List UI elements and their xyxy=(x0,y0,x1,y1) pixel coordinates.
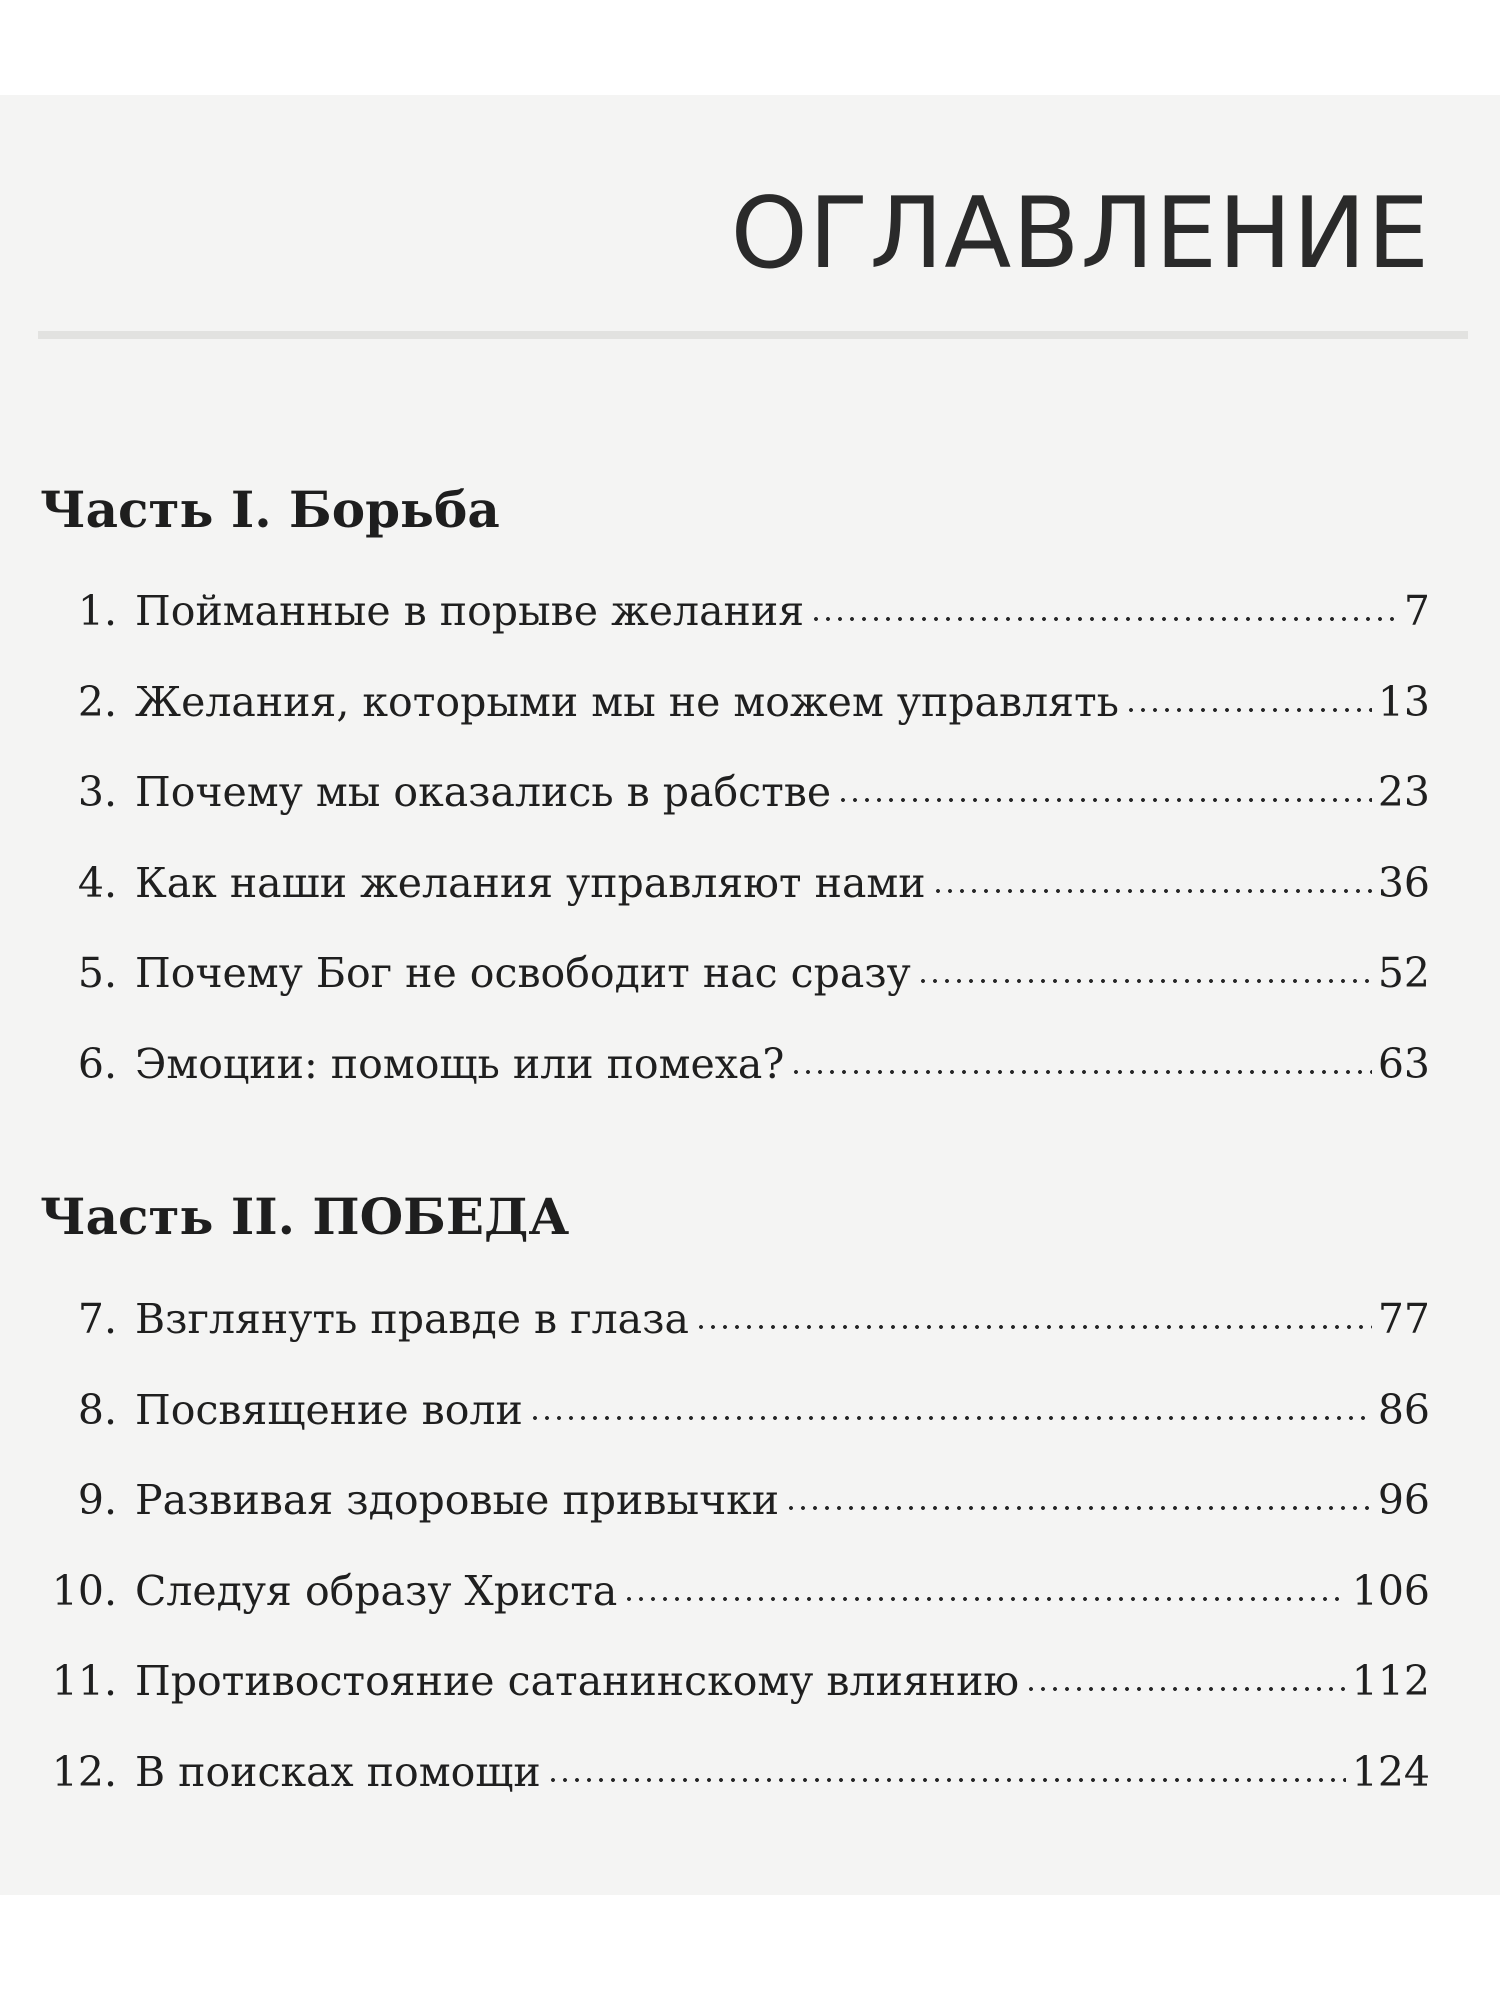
toc-entry xyxy=(40,859,1430,950)
entry-page: 77 xyxy=(1377,1295,1430,1343)
dot-leader xyxy=(1125,708,1372,712)
entry-number: 8. xyxy=(77,1385,117,1434)
dot-leader xyxy=(529,1416,1372,1420)
entry-title: В поисках помощи xyxy=(135,1747,541,1796)
entry-page: 13 xyxy=(1377,677,1430,726)
dot-leader xyxy=(932,889,1372,893)
entry-number: 5. xyxy=(77,949,117,997)
dot-leader xyxy=(547,1778,1346,1782)
entry-number: 6. xyxy=(77,1039,117,1088)
entry-page: 7 xyxy=(1403,587,1430,635)
entry-number: 2. xyxy=(77,677,117,726)
toc-entry xyxy=(40,678,1430,769)
entry-number: 3. xyxy=(77,768,117,816)
entry-title: Эмоции: помощь или помеха? xyxy=(135,1039,785,1088)
entry-title: Как наши желания управляют нами xyxy=(135,858,926,907)
show-through-rule xyxy=(38,331,1468,339)
part-1-entries xyxy=(40,587,1430,1130)
entry-title: Почему Бог не освободит нас сразу xyxy=(135,949,911,997)
dot-leader xyxy=(810,617,1398,621)
toc-entry xyxy=(40,1567,1430,1658)
entry-number: 7. xyxy=(77,1295,117,1343)
toc-entry xyxy=(40,1386,1430,1477)
entry-title: Почему мы оказались в рабстве xyxy=(135,768,832,816)
dot-leader xyxy=(785,1506,1372,1510)
entry-title: Следуя образу Христа xyxy=(135,1566,618,1615)
toc-entry xyxy=(40,1476,1430,1567)
entry-number: 10. xyxy=(51,1566,117,1615)
dot-leader xyxy=(917,979,1372,983)
toc-entry xyxy=(40,1657,1430,1748)
part-2-entries xyxy=(40,1295,1430,1838)
entry-page: 63 xyxy=(1377,1039,1430,1088)
entry-number: 11. xyxy=(51,1657,117,1705)
entry-title: Желания, которыми мы не можем управлять xyxy=(135,677,1119,726)
page-title: ОГЛАВЛЕНИЕ xyxy=(730,177,1430,291)
toc-entry xyxy=(40,1295,1430,1386)
dot-leader xyxy=(837,798,1372,802)
toc-entry xyxy=(40,1748,1430,1839)
toc-entry xyxy=(40,587,1430,678)
entry-title: Развивая здоровые привычки xyxy=(135,1476,780,1524)
entry-title: Противостояние сатанинскому влиянию xyxy=(135,1657,1020,1705)
entry-number: 12. xyxy=(51,1747,117,1796)
dot-leader xyxy=(623,1597,1345,1601)
toc-entry xyxy=(40,768,1430,859)
entry-title: Посвящение воли xyxy=(135,1385,523,1434)
entry-page: 124 xyxy=(1351,1747,1430,1796)
dot-leader xyxy=(695,1325,1372,1329)
entry-page: 52 xyxy=(1377,949,1430,997)
book-page xyxy=(0,95,1500,1895)
entry-title: Взглянуть правде в глаза xyxy=(135,1295,689,1343)
toc-entry xyxy=(40,1040,1430,1131)
entry-page: 86 xyxy=(1377,1385,1430,1434)
entry-number: 1. xyxy=(77,587,117,635)
part-heading-1: Часть I. Борьба xyxy=(40,480,500,539)
entry-page: 112 xyxy=(1351,1657,1430,1705)
entry-page: 96 xyxy=(1377,1476,1430,1524)
entry-page: 23 xyxy=(1377,768,1430,816)
entry-title: Пойманные в порыве желания xyxy=(135,587,805,635)
entry-number: 4. xyxy=(77,858,117,907)
entry-number: 9. xyxy=(77,1476,117,1524)
part-heading-2: Часть II. ПОБЕДА xyxy=(40,1187,570,1246)
dot-leader xyxy=(790,1070,1372,1074)
toc-entry xyxy=(40,949,1430,1040)
entry-page: 36 xyxy=(1377,858,1430,907)
dot-leader xyxy=(1025,1687,1346,1691)
entry-page: 106 xyxy=(1351,1566,1430,1615)
